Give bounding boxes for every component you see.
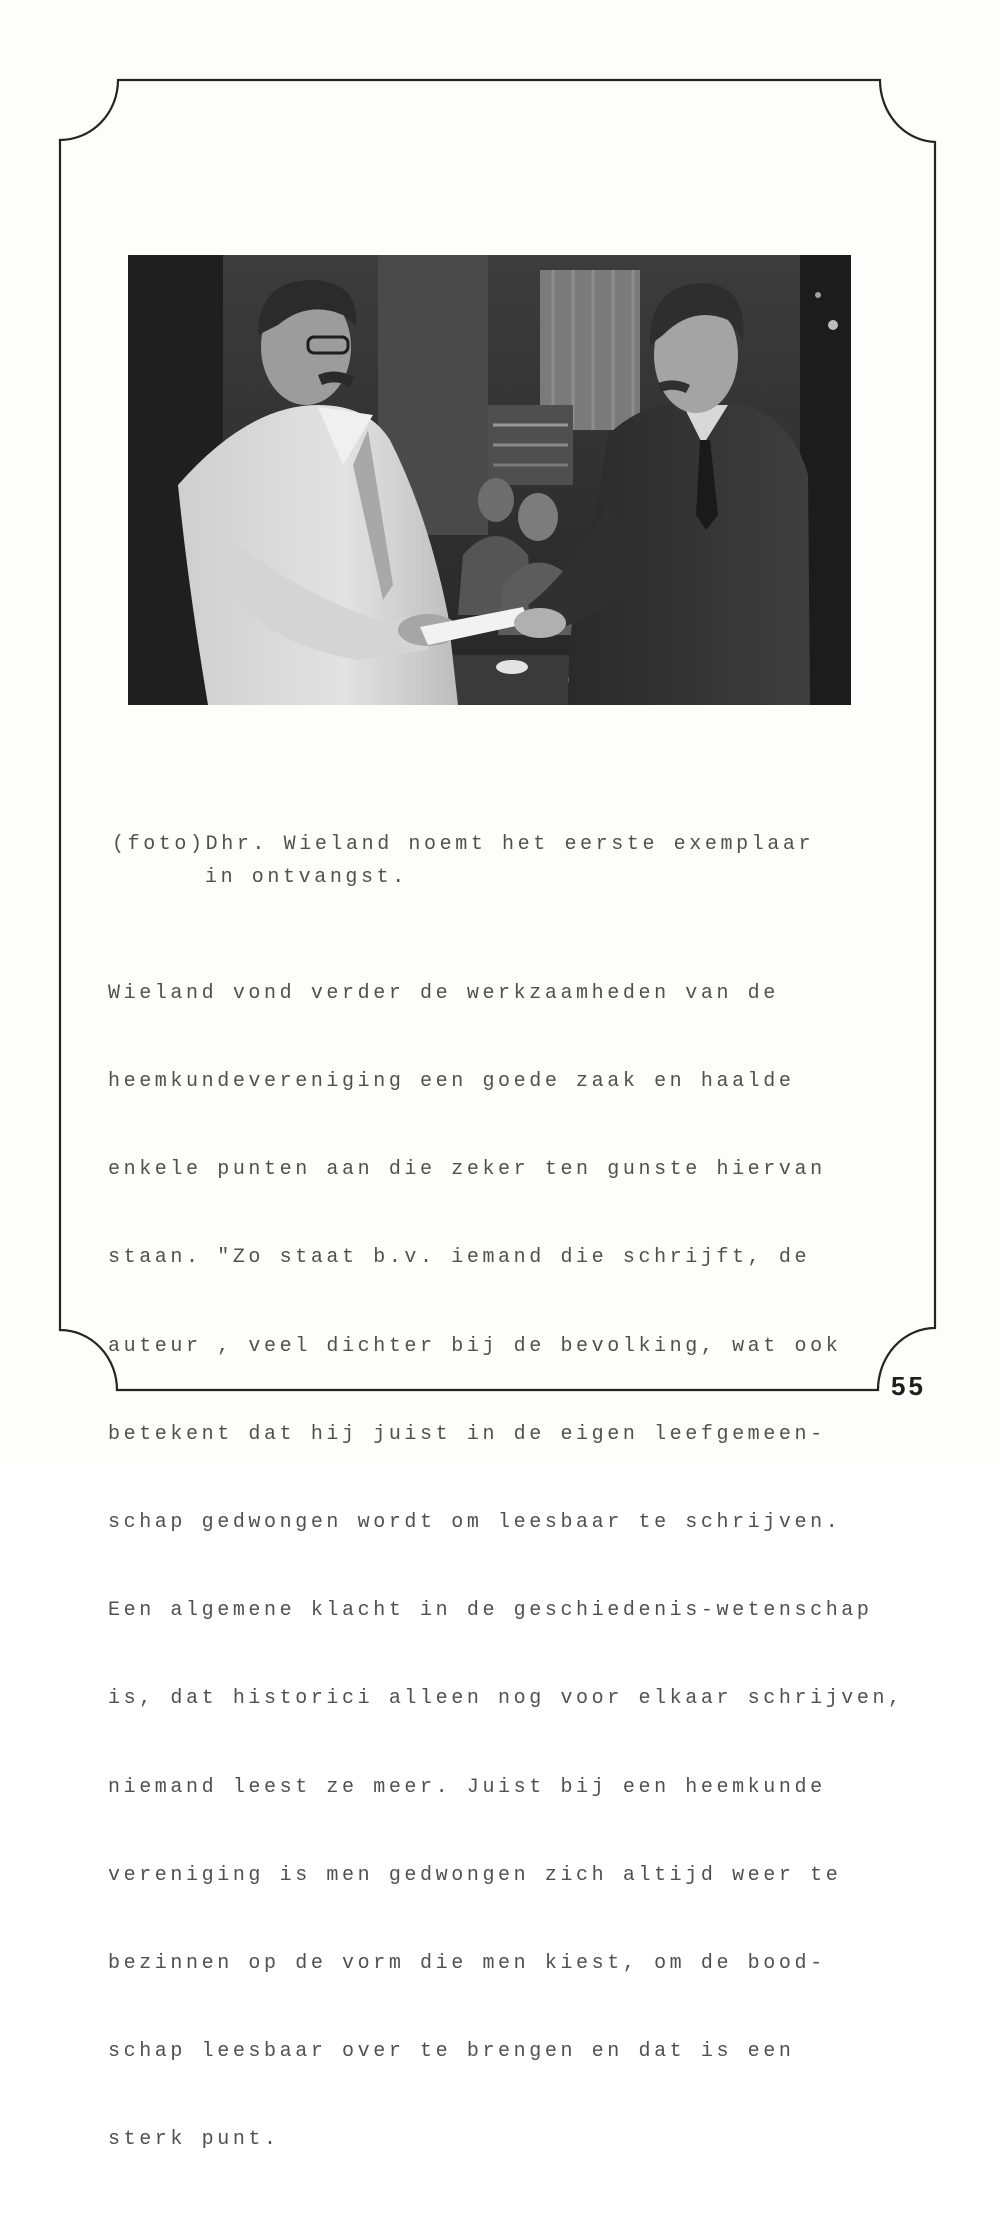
text-line: enkele punten aan die zeker ten gunste hiervan xyxy=(108,1158,826,1182)
text-line: betekent dat hij juist in de eigen leefgemeen- xyxy=(108,1422,826,1446)
text-line: auteur , veel dichter bij de bevolking, wat ook xyxy=(108,1334,842,1358)
text-line: staan. "Zo staat b.v. iemand die schrijft, de xyxy=(108,1246,811,1270)
text-line: schap leesbaar over te brengen en dat is een xyxy=(108,2040,795,2064)
text-line: heemkundevereniging een goede zaak en haalde xyxy=(108,1070,795,1094)
text-line: sterk punt. xyxy=(108,2128,280,2152)
text-line: bezinnen op de vorm die men kiest, om de bood- xyxy=(108,1952,826,1976)
cup xyxy=(496,660,528,674)
text-line: schap gedwongen wordt om leesbaar te schrijven. xyxy=(108,1511,842,1535)
page-number: 55 xyxy=(891,1371,926,1401)
background-light xyxy=(815,292,821,298)
hand-right-man xyxy=(514,608,566,638)
photo-caption-line: (foto)Dhr. Wieland noemt het eerste exemplaar xyxy=(112,833,815,856)
text-line: niemand leest ze meer. Juist bij een heemkunde xyxy=(108,1775,826,1799)
text-line: Een algemene klacht in de geschiedenis-wetenschap xyxy=(108,1599,873,1623)
background-shelf xyxy=(488,405,573,485)
body-text xyxy=(108,920,904,2214)
text-line: vereniging is men gedwongen zich altijd weer te xyxy=(108,1863,842,1887)
text-line: Wieland vond verder de werkzaamheden van de xyxy=(108,981,779,1005)
photo xyxy=(128,255,851,705)
photo-caption-line: in ontvangst. xyxy=(205,866,408,889)
text-line: is, dat historici alleen nog voor elkaar schrijven, xyxy=(108,1687,904,1711)
background-light xyxy=(828,320,838,330)
